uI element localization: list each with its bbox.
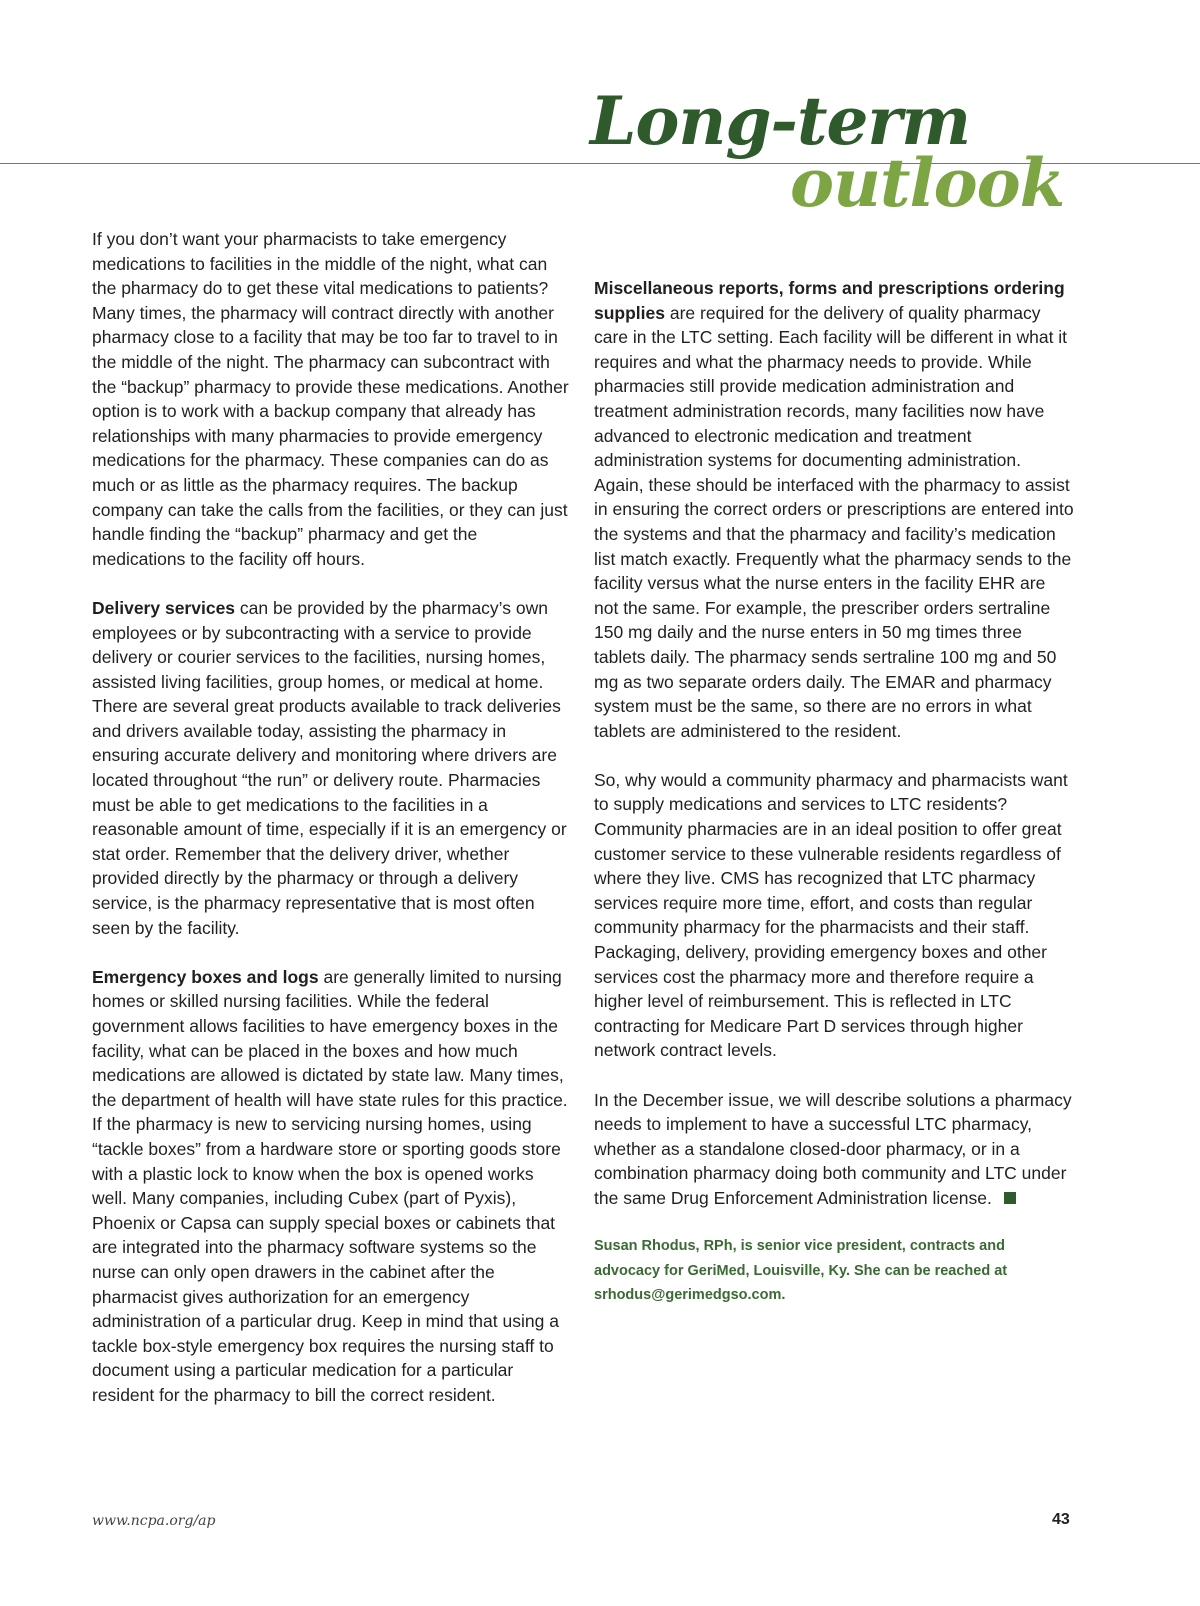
lead-delivery-services: Delivery services — [92, 597, 236, 618]
article-title-line2: outlook — [790, 144, 1065, 222]
left-column — [92, 227, 572, 1432]
end-mark-icon — [1004, 1192, 1016, 1204]
author-bio: Susan Rhodus, RPh, is senior vice president, contracts and advocacy for GeriMed, Louisville, Ky. She can be reached at srhodus@gerimedgso.com. — [594, 1238, 1008, 1304]
right-column — [594, 276, 1074, 1308]
paragraph-december-issue — [594, 1088, 1074, 1211]
body-december-issue: In the December issue, we will describe solutions a pharmacy needs to implement to have a successful LTC pharmacy, whether as a standalone closed-door pharmacy, or in a combination pharmacy doing both community and LTC under the same Drug Enforcement Administration license. — [594, 1089, 1072, 1208]
footer-url: www.ncpa.org/ap — [92, 1513, 216, 1529]
paragraph-delivery-services — [92, 596, 572, 940]
paragraph-why-community: So, why would a community pharmacy and pharmacists want to supply medications and services to LTC residents? Community pharmacies are in an ideal position to offer great customer service to these vulnerable residents regardless of where they live. CMS has recognized that LTC pharmacy services require more time, effort, and costs than regular community pharmacy for the pharmacists and their staff. Packaging, delivery, providing emergency boxes and other services cost the pharmacy more and therefore require a higher level of reimbursement. This is reflected in LTC contracting for Medicare Part D services through higher network contract levels. — [594, 769, 1068, 1061]
page-number: 43 — [1052, 1511, 1070, 1528]
lead-misc-reports: Miscellaneous reports, forms and prescriptions ordering supplies — [594, 278, 1065, 323]
paragraph-misc-reports — [594, 276, 1074, 743]
article-title-line1: Long-term — [590, 82, 971, 160]
body-misc-reports: are required for the delivery of quality pharmacy care in the LTC setting. Each facility will be different in what it requires and what the pharmacy needs to provide. While pharmacies still provide medication administration and treatment administration records, many facilities now have advanced to electronic medication and treatment administration systems for documenting administration. Again, these should be interfaced with the pharmacy to assist in ensuring the correct orders or prescriptions are entered into the systems and that the pharmacy and facility’s medication list match exactly. Frequently what the pharmacy sends to the facility versus what the nurse enters in the facility EHR are not the same. For example, the prescriber orders sertraline 150 mg daily and the nurse enters in 50 mg times three tablets daily. The pharmacy sends sertraline 100 mg and 50 mg as two separate orders daily. The EMAR and pharmacy system must be the same, so there are no errors in what tablets are administered to the resident. — [594, 302, 1074, 741]
body-delivery-services: can be provided by the pharmacy’s own employees or by subcontracting with a service to provide delivery or courier services to the facilities, nursing homes, assisted living facilities, group homes, or medical at home. There are several great products available to track deliveries and drivers available today, assisting the pharmacy in ensuring accurate delivery and monitoring where drivers are located throughout “the run” or delivery route. Pharmacies must be able to get medications to the facilities in a reasonable amount of time, especially if it is an emergency or stat order. Remember that the delivery driver, whether provided directly by the pharmacy or through a delivery service, is the pharmacy representative that is most often seen by the facility. — [92, 597, 567, 938]
paragraph-emergency-boxes — [92, 965, 572, 1408]
body-emergency-boxes: are generally limited to nursing homes or skilled nursing facilities. While the federal government allows facilities to have emergency boxes in the facility, what can be placed in the boxes and how much medications are allowed is dictated by state law. Many times, the department of health will have state rules for this practice. If the pharmacy is new to servicing nursing homes, using “tackle boxes” from a hardware store or sporting goods store with a plastic lock to know when the box is opened works well. Many companies, including Cubex (part of Pyxis), Phoenix or Capsa can supply special boxes or cabinets that are integrated into the pharmacy software systems so the nurse can only open drawers in the cabinet after the pharmacist gives authorization for an emergency administration of a particular drug. Keep in mind that using a tackle box-style emergency box requires the nursing staff to document using a particular medication for a particular resident for the pharmacy to bill the correct resident. — [92, 966, 568, 1405]
paragraph-backup-pharmacy: If you don’t want your pharmacists to take emergency medications to facilities in the middle of the night, what can the pharmacy do to get these vital medications to patients? Many times, the pharmacy will contract directly with another pharmacy close to a facility that may be too far to travel to in the middle of the night. The pharmacy can subcontract with the “backup” pharmacy to provide these medications. Another option is to work with a backup company that already has relationships with many pharmacies to provide emergency medications for the pharmacy. These companies can do as much or as little as the pharmacy requires. The backup company can take the calls from the facilities, or they can just handle finding the “backup” pharmacy and get the medications to the facility off hours. — [92, 229, 569, 569]
lead-emergency-boxes: Emergency boxes and logs — [92, 966, 319, 987]
